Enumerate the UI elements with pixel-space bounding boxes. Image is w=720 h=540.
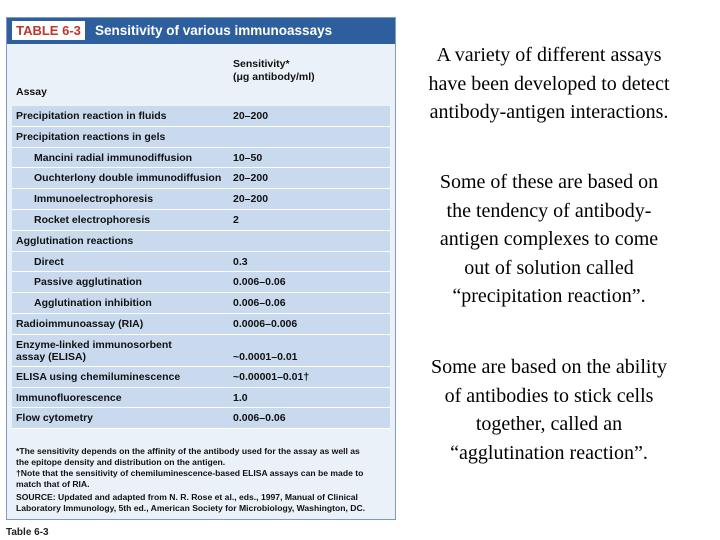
- paragraph-line: antibody-antigen interactions.: [429, 101, 669, 123]
- assay-name-line: assay (ELISA): [16, 350, 87, 363]
- table-caption: Table 6-3: [6, 527, 49, 538]
- table-row: [12, 293, 390, 314]
- column-header-assay: Assay: [16, 86, 47, 98]
- assay-name: Immunofluorescence: [16, 391, 122, 404]
- table-title-bar: [7, 18, 395, 44]
- assay-name: Precipitation reaction in fluids: [16, 110, 167, 122]
- assay-name: Agglutination reactions: [16, 234, 134, 247]
- assay-name: Rocket electrophoresis: [34, 213, 151, 226]
- footnote-line: *The sensitivity depends on the affinity of the antibody used for the assay as well as: [16, 446, 360, 456]
- paragraph-assays: [400, 41, 698, 127]
- table-row: [12, 168, 390, 189]
- footnote-line: †Note that the sensitivity of chemiluminescence-based ELISA assays can be made to: [16, 468, 364, 479]
- sensitivity-value: 0.0006–0.006: [233, 317, 298, 330]
- table-row: [12, 367, 390, 388]
- table-body: [12, 106, 390, 429]
- paragraph-line: the tendency of antibody-: [446, 199, 652, 222]
- sensitivity-value: ~0.0001–0.01: [233, 350, 298, 363]
- assay-name: Immunoelectrophoresis: [34, 193, 154, 206]
- paragraph-line: “agglutination reaction”.: [450, 441, 648, 464]
- sensitivity-value: 20–200: [233, 110, 269, 122]
- table-row: [12, 210, 390, 231]
- sensitivity-value: 20–200: [233, 172, 269, 185]
- footnote-line: match that of RIA.: [16, 479, 90, 490]
- table-row: [12, 189, 390, 210]
- sensitivity-value: 0.006–0.06: [233, 412, 286, 425]
- assay-name: Radioimmunoassay (RIA): [16, 317, 144, 330]
- footnote-source: [16, 492, 388, 514]
- table-row: [12, 388, 390, 409]
- table-footnotes: [16, 446, 388, 515]
- table-row: [12, 408, 390, 429]
- assay-name: ELISA using chemiluminescence: [16, 370, 181, 383]
- column-header-sensitivity-unit: (μg antibody/ml): [233, 71, 315, 83]
- table-row: [12, 231, 390, 252]
- assay-name: Precipitation reactions in gels: [16, 130, 166, 143]
- table-title: Sensitivity of various immunoassays: [95, 23, 333, 38]
- table-row: [12, 272, 390, 293]
- assay-name: Passive agglutination: [34, 276, 142, 289]
- paragraph-line: A variety of different assays: [436, 44, 662, 66]
- sensitivity-value: 20–200: [233, 193, 269, 206]
- footnote-line: SOURCE: Updated and adapted from N. R. Rose et al., eds., 1997, Manual of Clinical: [16, 492, 358, 503]
- assay-name: Direct: [34, 255, 64, 268]
- sensitivity-value: 0.3: [233, 255, 248, 268]
- paragraph-line: together, called an: [475, 413, 623, 435]
- table-row: [12, 148, 390, 169]
- table-label: TABLE 6-3: [12, 21, 85, 40]
- table-row: [12, 252, 390, 273]
- sensitivity-value: 2: [233, 213, 239, 226]
- assay-name: [16, 339, 172, 363]
- paragraph-line: have been developed to detect: [428, 72, 670, 95]
- sensitivity-value: 0.006–0.06: [233, 276, 286, 289]
- column-header-sensitivity: Sensitivity*: [233, 58, 290, 70]
- footnote-line: Laboratory Immunology, 5th ed., American Society for Microbiology, Washington, DC.: [16, 503, 366, 514]
- footnote-line: the epitope density and distribution on the antigen.: [16, 457, 226, 468]
- table-row: [12, 127, 390, 148]
- assay-name: Ouchterlony double immunodiffusion: [34, 172, 222, 185]
- sensitivity-value: 1.0: [233, 391, 248, 404]
- immunoassay-table: [6, 17, 396, 520]
- table-row: [12, 335, 390, 367]
- sensitivity-value: 10–50: [233, 151, 263, 164]
- assay-name: Mancini radial immunodiffusion: [34, 151, 193, 164]
- paragraph-line: Some of these are based on: [439, 171, 659, 193]
- paragraph-agglutination: [400, 353, 698, 467]
- table-row: [12, 314, 390, 335]
- footnote-chemiluminescence: [16, 468, 388, 490]
- paragraph-line: out of solution called: [464, 256, 634, 279]
- sensitivity-value: 0.006–0.06: [233, 297, 286, 310]
- paragraph-line: of antibodies to stick cells: [444, 384, 654, 407]
- table-row: [12, 106, 390, 127]
- sensitivity-value: ~0.00001–0.01†: [233, 370, 310, 383]
- footnote-sensitivity: [16, 446, 388, 468]
- assay-name: Agglutination inhibition: [34, 297, 152, 310]
- paragraph-line: “precipitation reaction”.: [452, 285, 646, 307]
- paragraph-precipitation: [400, 168, 698, 311]
- assay-name: Flow cytometry: [16, 412, 94, 425]
- paragraph-line: Some are based on the ability: [430, 356, 668, 378]
- paragraph-line: antigen complexes to come: [439, 228, 659, 250]
- assay-name-line: Enzyme-linked immunosorbent: [16, 338, 172, 351]
